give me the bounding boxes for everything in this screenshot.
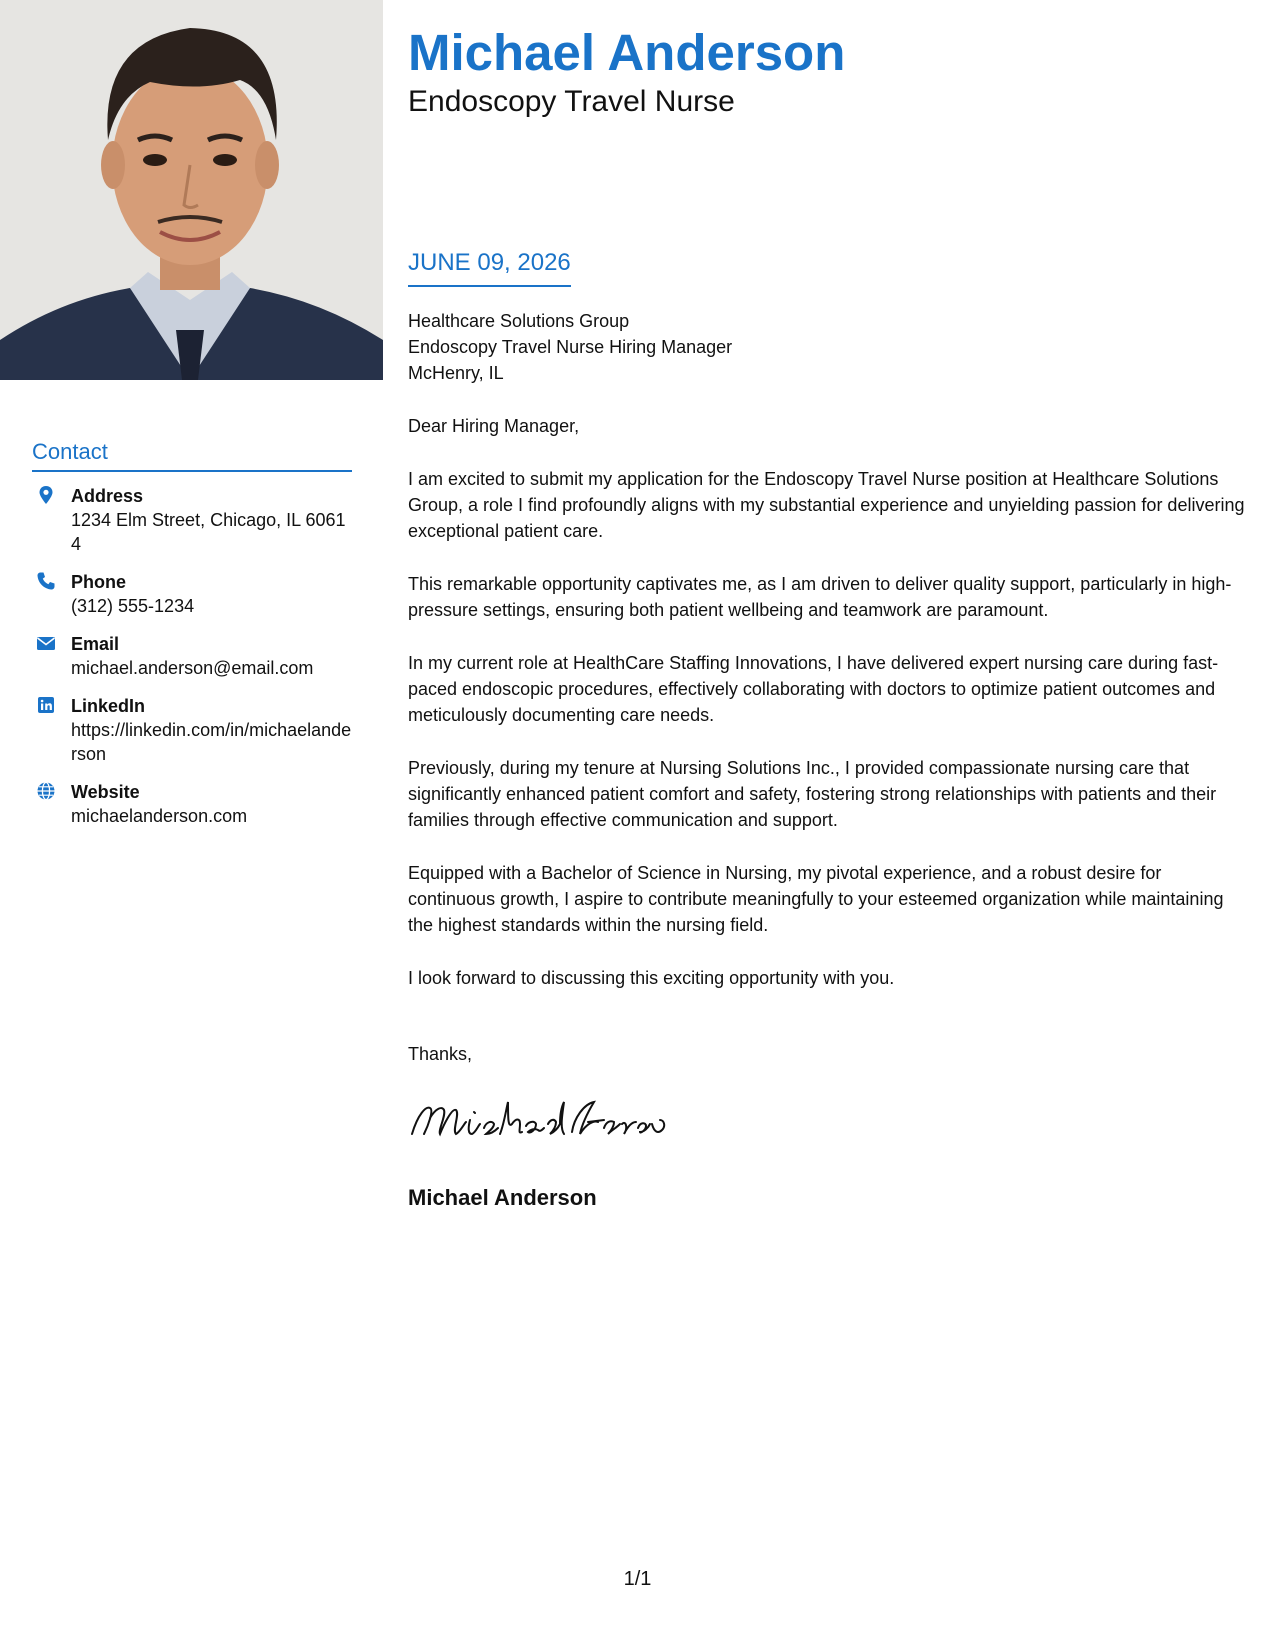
body-paragraph: Previously, during my tenure at Nursing Solutions Inc., I provided compassionate nursing care that significantly enhanced patient comfort and safety, fostering strong relationships with patients and their families through effective communication and support. (408, 758, 1217, 830)
body-paragraph: In my current role at HealthCare Staffing Innovations, I have delivered expert nursing care during fast-paced endoscopic procedures, effectively collaborating with doctors to optimize patient outcomes and meticulously documenting care needs. (408, 653, 1219, 725)
date-block (408, 247, 571, 287)
address-value: 1234 Elm Street, Chicago, IL 60614 (71, 510, 346, 554)
contact-label: Address (71, 486, 144, 506)
contact-item-phone (32, 570, 352, 618)
contact-label: Website (71, 782, 140, 802)
linkedin-icon (36, 695, 56, 715)
signer-name: Michael Anderson (408, 1185, 597, 1210)
job-title: Endoscopy Travel Nurse (408, 85, 735, 118)
portrait-illustration (0, 0, 383, 380)
contact-item-website (32, 780, 352, 828)
phone-icon (36, 571, 56, 591)
recipient-location: McHenry, IL (408, 363, 504, 383)
contact-item-email (32, 632, 352, 680)
contact-item-address (32, 484, 352, 556)
letter-body (408, 308, 1253, 1212)
recipient-company: Healthcare Solutions Group (408, 311, 630, 331)
body-paragraph: This remarkable opportunity captivates me, as I am driven to deliver quality support, particularly in high-pressure settings, ensuring both patient wellbeing and teamwork are paramount. (408, 574, 1232, 620)
website-value[interactable]: michaelanderson.com (71, 806, 248, 826)
contact-heading: Contact (32, 438, 352, 472)
contact-label: LinkedIn (71, 696, 146, 716)
email-value[interactable]: michael.anderson@email.com (71, 658, 314, 678)
body-paragraph: I look forward to discussing this exciting opportunity with you. (408, 968, 895, 988)
recipient-role: Endoscopy Travel Nurse Hiring Manager (408, 337, 733, 357)
contact-label: Phone (71, 572, 127, 592)
closing: Thanks, (408, 1044, 473, 1064)
recipient-block (408, 308, 1253, 386)
linkedin-value[interactable]: https://linkedin.com/in/michaelanderson (71, 720, 352, 764)
page-number: 1/1 (623, 1568, 652, 1590)
envelope-icon (36, 633, 56, 653)
body-paragraph: I am excited to submit my application for the Endoscopy Travel Nurse position at Healthcare Solutions Group, a role I find profoundly aligns with my substantial experience and unyielding passion for delivering exceptional patient care. (408, 469, 1245, 541)
phone-value: (312) 555-1234 (71, 596, 195, 616)
applicant-name: Michael Anderson (408, 24, 846, 81)
profile-photo (0, 0, 383, 380)
contact-item-linkedin (32, 694, 352, 766)
map-pin-icon (36, 485, 56, 505)
signature-image (408, 1094, 1253, 1146)
salutation: Dear Hiring Manager, (408, 416, 580, 436)
contact-label: Email (71, 634, 120, 654)
body-paragraph: Equipped with a Bachelor of Science in Nursing, my pivotal experience, and a robust desire for continuous growth, I aspire to contribute meaningfully to your esteemed organization while maintaining the highest standards within the nursing field. (408, 863, 1224, 935)
handwritten-signature (408, 1094, 670, 1146)
contact-sidebar (32, 438, 352, 842)
letter-date: JUNE 09, 2026 (408, 247, 571, 287)
globe-icon (36, 781, 56, 801)
